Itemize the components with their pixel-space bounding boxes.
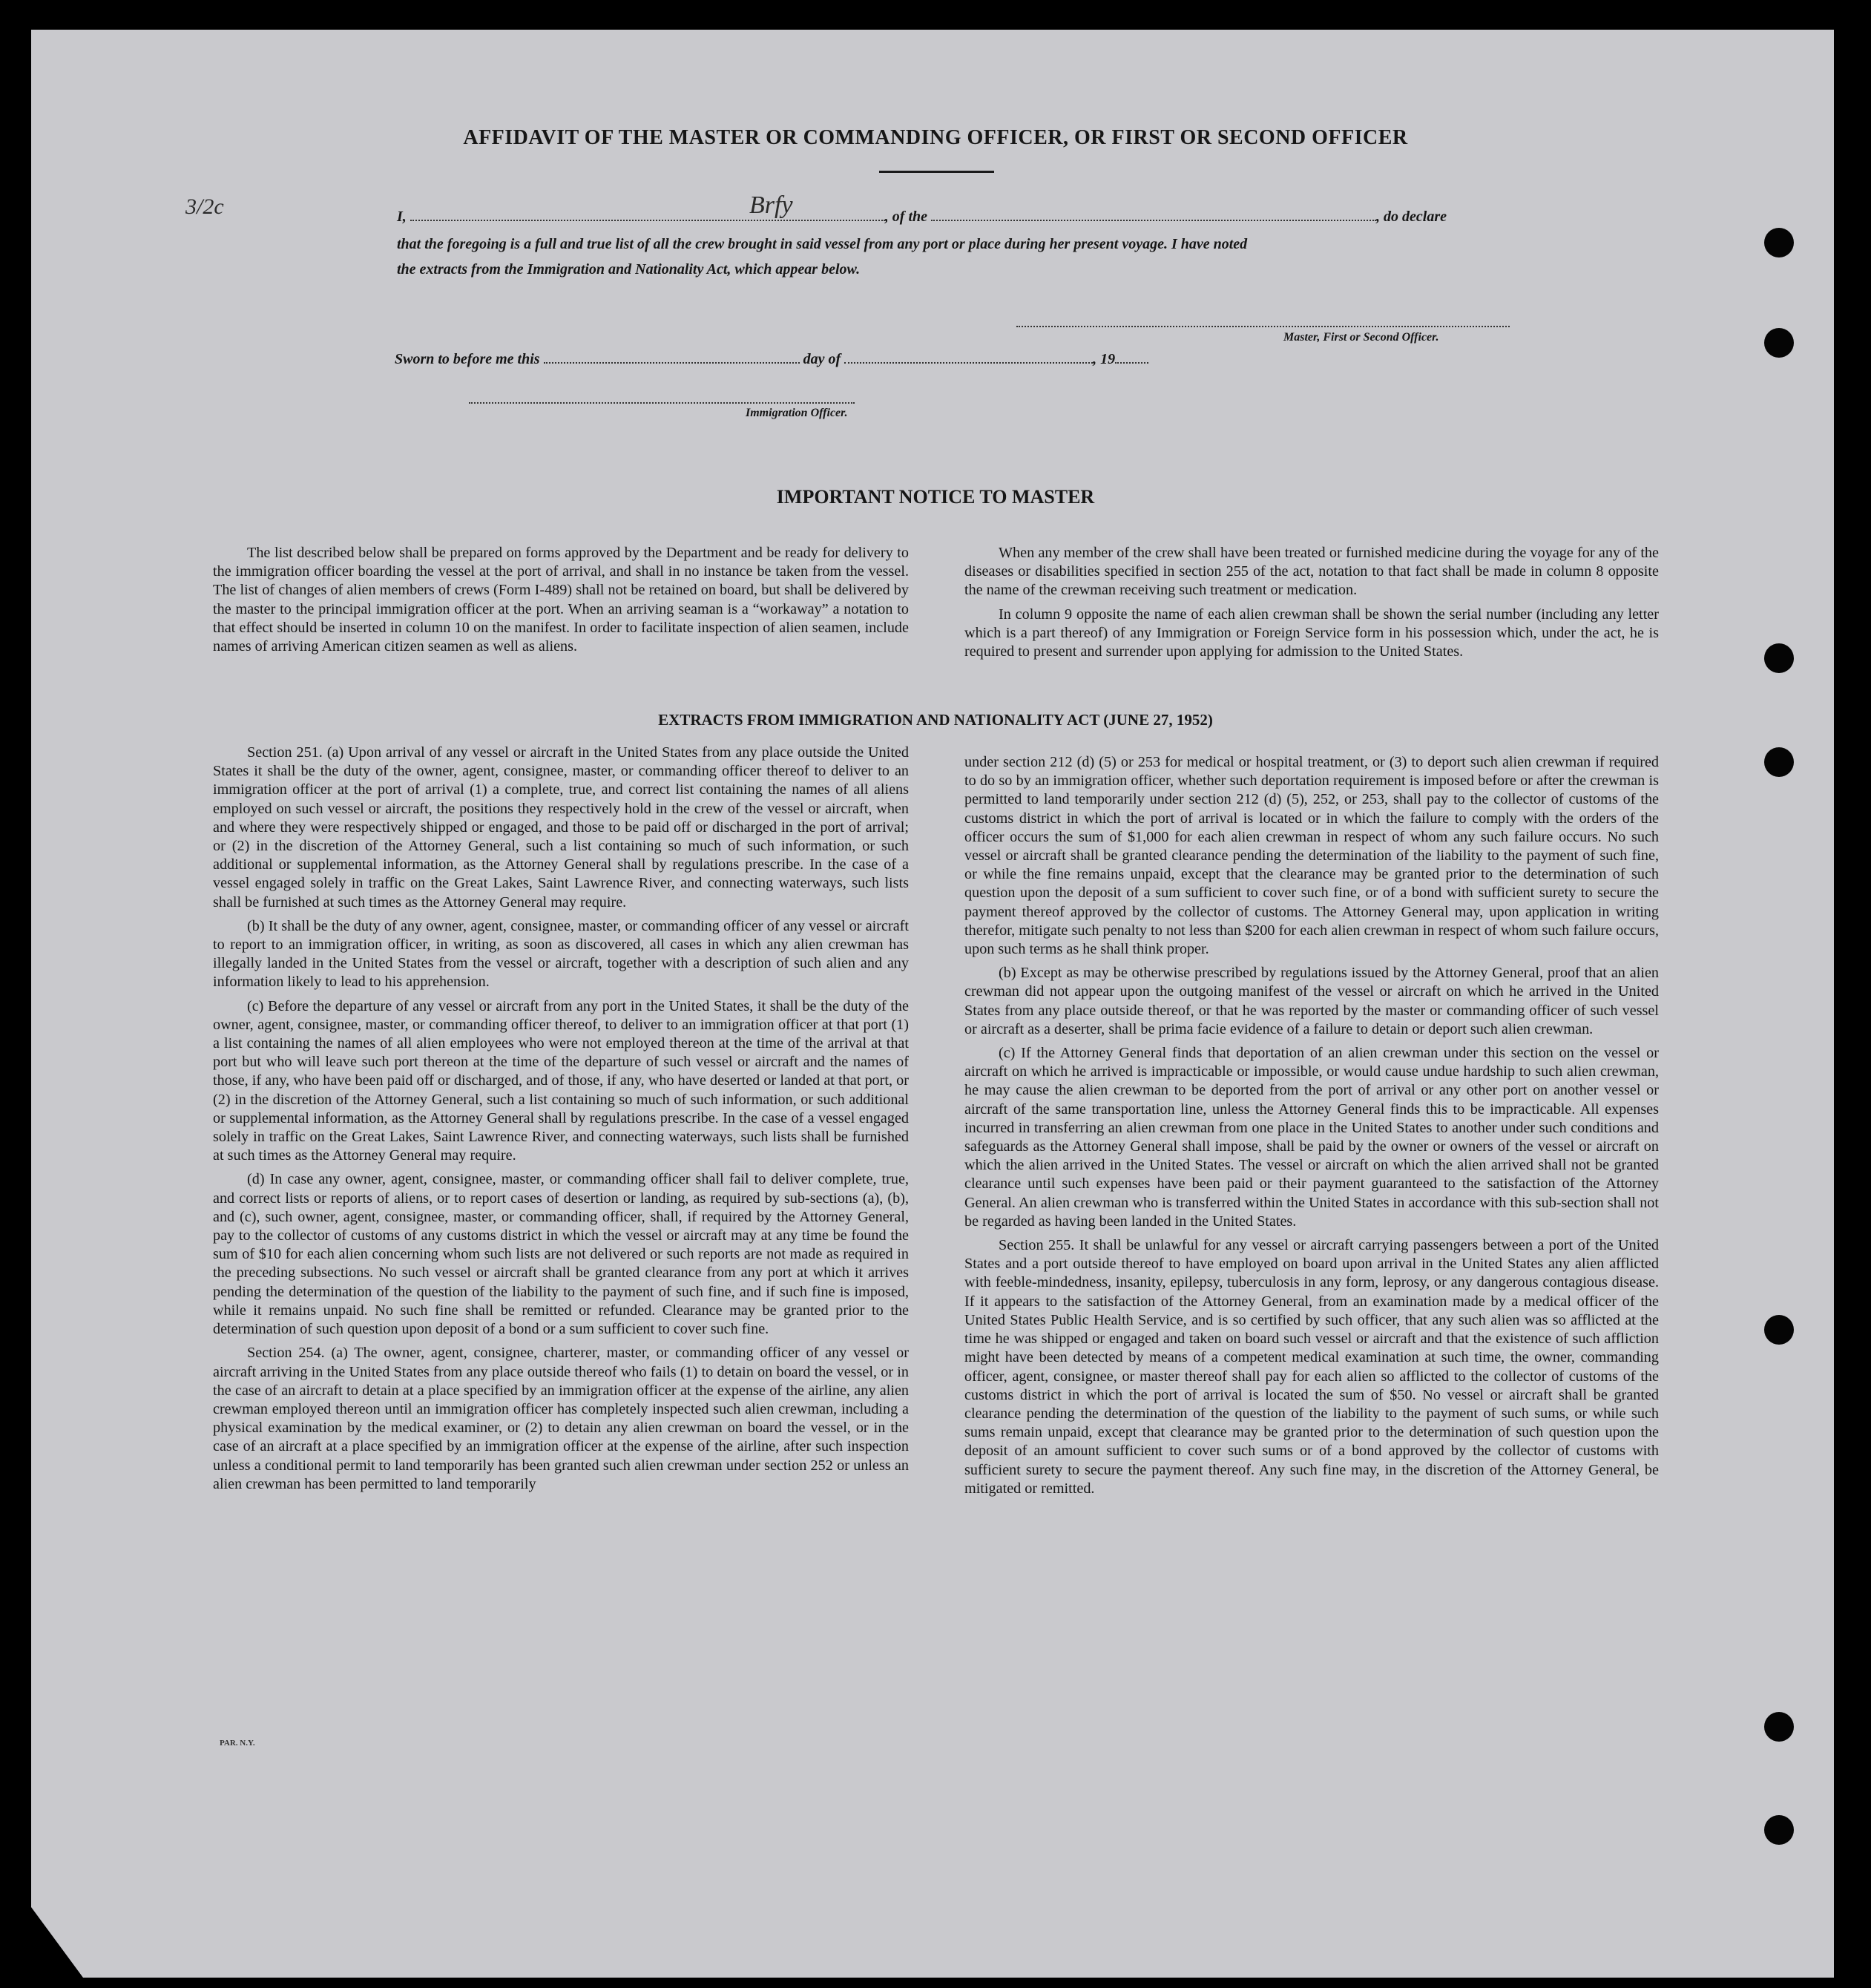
section-251-d: (d) In case any owner, agent, consignee, master, or commanding officer shall fail to deliver complete, true, and correct lists or reports of aliens, or to report cases of desertion or landing, as required by sub-sections (a), (b), and (c), such owner, agent, consignee, master, or commanding officer, shall, if required by the Attorney General, pay to the collector of customs of any customs district in which the vessel or aircraft may at any time be found the sum of $10 for each alien concerning whom such lists are not delivered or such reports are not made as required in the preceding subsections. No such vessel or aircraft shall be granted clearance from any port at which it arrives pending the determination of the question of the liability to the payment of such fine, and if such fine is imposed, while it remains unpaid. No such fine shall be remitted or refunded. Clearance may be granted prior to the determination of such question upon deposit of a bond or a sum sufficient to cover such fine.: [213, 1171, 909, 1338]
punch-hole-2: [1764, 328, 1794, 358]
section-251-c: (c) Before the departure of any vessel or aircraft from any port in the United States, it shall be the duty of the owner, agent, consignee, master, or commanding officer thereof, to deliver to an immigration officer at that port (1) a list containing the names of all alien employees who were not employed thereon at the time of the arrival at that port but who will leave such port thereon at the time of the departure of such vessel or aircraft and the names of those, if any, who have been paid off or discharged, and of those, if any, who have deserted or landed at that port, or (2) in the discretion of the Attorney General, such a list containing so much of such information, or such additional or supplemental information, as the Attorney General shall by regulations prescribe. In the case of a vessel engaged solely in traffic on the Great Lakes, Saint Lawrence River, and connecting waterways, such lists shall be furnished at such times as the Attorney General may require.: [213, 997, 909, 1164]
notice-left-paragraph: The list described below shall be prepared on forms approved by the Department and be ready for delivery to the immigration officer boarding the vessel at the port of arrival, and shall in no instance be taken from the vessel. The list of changes of alien members of crews (Form I-489) shall not be retained on board, but shall be delivered by the master to the principal immigration officer at the port. When an arriving seaman is a “workaway” a notation to that effect should be inserted in column 10 on the manifest. In order to facilitate inspection of alien seamen, include names of arriving American citizen seamen as well as aliens.: [213, 545, 909, 655]
affidavit-line-1: [397, 206, 1510, 226]
master-signature-line[interactable]: [1016, 324, 1510, 327]
sworn-label: Sworn to before me this: [395, 351, 540, 367]
punch-hole-6: [1764, 1712, 1794, 1742]
year-label: , 19: [1093, 351, 1116, 367]
punch-hole-3: [1764, 643, 1794, 673]
of-the-label: , of the: [884, 209, 928, 225]
sworn-year-field[interactable]: [1115, 349, 1148, 364]
day-of-label: day of: [803, 351, 841, 367]
punch-hole-1: [1764, 228, 1794, 257]
punch-hole-4: [1764, 747, 1794, 777]
sworn-line: [395, 349, 1507, 368]
section-251-a: Section 251. (a) Upon arrival of any vessel or aircraft in the United States from any place outside the United States it shall be the duty of the owner, agent, consignee, master, or commanding officer thereof to deliver to an immigration officer at the port of arrival (1) a complete, true, and correct list containing the names of all aliens employed on such vessel or aircraft, the positions they respectively hold in the crew of the vessel or aircraft, when and where they were respectively shipped or engaged, and those to be paid off or discharged in the port of arrival; or (2) in the discretion of the Attorney General, such a list containing so much of such information, or such additional or supplemental information, as the Attorney General shall by regulations prescribe. In the case of a vessel engaged solely in traffic on the Great Lakes, Saint Lawrence River, and connecting waterways, such lists shall be furnished at such times as the Attorney General may require.: [213, 744, 909, 911]
section-255: Section 255. It shall be unlawful for any vessel or aircraft carrying passengers between a port of the United States and a port outside thereof to have employed on board upon arrival in the United States any alien afflicted with feeble-mindedness, insanity, epilepsy, tuberculosis in any form, leprosy, or any dangerous contagious disease. If it appears to the satisfaction of the Attorney General, from an examination made by a medical officer of the United States Public Health Service, and is so certified by such officer, that any such alien was so afflicted at the time he was shipped or engaged and taken on board such vessel or aircraft and that the existence of such affliction might have been detected by means of a competent medical examination at such time, the owner, commanding officer, agent, consignee, or master thereof shall pay for each alien so afflicted to the collector of customs of the customs district in which the port of arrival is located the sum of $50. No vessel or aircraft shall be granted clearance pending the determination of the question of the liability to the payment of such sums, or while such sums remain unpaid, except that clearance may be granted prior to the determination of such question upon the deposit of an amount sufficient to cover such sums or of a bond approved by the collector of customs with sufficient surety to secure the payment thereof. Any such fine may, in the discretion of the Attorney General, be mitigated or remitted.: [964, 1237, 1659, 1497]
officer-signature-line[interactable]: [469, 401, 855, 404]
sworn-month-field[interactable]: [844, 349, 1093, 364]
officer-caption: Immigration Officer.: [746, 407, 848, 419]
section-254-a: Section 254. (a) The owner, agent, consignee, charterer, master, or commanding officer of any vessel or aircraft arriving in the United States from any place outside thereof who fails (1) to detain on board the vessel, or in the case of an aircraft to detain at a place specified by an immigration officer at the expense of the airline, any alien crewman employed thereon until an immigration officer has completely inspected such alien crewman, including a physical examination by the medical examiner, or (2) to detain any alien crewman on board the vessel, or in the case of an aircraft at a place specified by an immigration officer at the expense of the airline, after such inspection unless a conditional permit to land temporarily has been granted such alien crewman under section 252 or unless an alien crewman has been permitted to land temporarily: [213, 1345, 909, 1492]
notice-title: IMPORTANT NOTICE TO MASTER: [776, 486, 1095, 508]
punch-hole-5: [1764, 1315, 1794, 1345]
section-254-b: (b) Except as may be otherwise prescribed by regulations issued by the Attorney General, proof that an alien crewman did not appear upon the outgoing manifest of the vessel or aircraft on which he arrived in the United States from any place outside thereof, or that he was reported by the master or commanding officer of such vessel or aircraft as a deserter, shall be prima facie evidence of a failure to detain or deport such alien crewman.: [964, 965, 1659, 1037]
title-rule: [879, 171, 994, 173]
affidavit-title: AFFIDAVIT OF THE MASTER OR COMMANDING OFFICER, OR FIRST OR SECOND OFFICER: [463, 126, 1408, 149]
notice-left-column: [213, 544, 909, 661]
sworn-day-field[interactable]: [544, 349, 800, 364]
printer-mark: PAR. N.Y.: [220, 1739, 255, 1748]
margin-handwriting: 3/2c: [185, 194, 224, 219]
extracts-right-column: [964, 753, 1659, 1503]
affidavit-line-2: that the foregoing is a full and true list of all the crew brought in said vessel from any port or place during her present voyage. I have noted: [397, 236, 1248, 252]
vessel-field[interactable]: [931, 206, 1376, 221]
name-field[interactable]: [410, 206, 885, 221]
notice-right-column: [964, 544, 1659, 666]
do-declare-label: , do declare: [1376, 209, 1447, 225]
master-caption: Master, First or Second Officer.: [1283, 331, 1439, 344]
notice-right-paragraph-2: In column 9 opposite the name of each alien crewman shall be shown the serial number (including any letter which is a part thereof) of any Immigration or Foreign Service form in his possession which, under the act, he is required to present and surrender upon applying for admission to the United States.: [964, 606, 1659, 660]
section-254-c: (c) If the Attorney General finds that deportation of an alien crewman under this section on the vessel or aircraft on which he arrived is impracticable or impossible, or would cause undue hardship to such alien crewman, he may cause the alien crewman to be deported from the port of arrival or any other port on another vessel or aircraft of the same transportation line, unless the Attorney General finds this to be impracticable. All expenses incurred in transferring an alien crewman from one place in the United States to another under such conditions and safeguards as the Attorney General shall impose, shall be paid by the owner or owners of the vessel or aircraft on which the alien arrived in the United States. The vessel or aircraft on which the alien arrived shall not be granted clearance until such expenses have been paid or their payment guaranteed to the satisfaction of the Attorney General. An alien crewman who is transferred within the United States in accordance with this sub-section shall not be regarded as having been landed in the United States.: [964, 1045, 1659, 1230]
handwritten-name: Brfy: [749, 191, 793, 219]
punch-hole-7: [1764, 1815, 1794, 1845]
affidavit-i-label: I,: [397, 209, 407, 225]
section-254-a-continued: under section 212 (d) (5) or 253 for medical or hospital treatment, or (3) to deport such alien crewman if required to do so by an immigration officer, whether such deportation requirement is imposed before or after the crewman is permitted to land temporarily under section 212 (d) (5), 252, or 253, shall pay to the collector of customs of the customs district in which the port of arrival is located or in which the failure to comply with the orders of the officer occurs the sum of $1,000 for each alien crewman in respect of whom any such failure occurs. No such vessel or aircraft shall be granted clearance pending the determination of the liability to the payment of such fine, or while the fine remains unpaid, except that the clearance may be granted prior to the determination of such question upon the deposit of a sum sufficient to cover such fine, or of a bond with sufficient surety to secure the payment thereof approved by the collector of customs. The Attorney General may, upon application in writing therefor, mitigate such penalty to not less than $200 for each alien crewman in respect of whom such failure occurs, upon such terms as he shall think proper.: [964, 754, 1659, 958]
affidavit-line-3: the extracts from the Immigration and Nationality Act, which appear below.: [397, 261, 861, 278]
section-251-b: (b) It shall be the duty of any owner, agent, consignee, master, or commanding officer of any vessel or aircraft to report to an immigration officer, in writing, as soon as discovered, all cases in which any alien crewman has illegally landed in the United States from the vessel or aircraft, together with a description of such alien and any information likely to lead to his apprehension.: [213, 917, 909, 991]
extracts-title: EXTRACTS FROM IMMIGRATION AND NATIONALITY ACT (JUNE 27, 1952): [658, 711, 1213, 729]
notice-right-paragraph-1: When any member of the crew shall have been treated or furnished medicine during the voyage for any of the diseases or disabilities specified in section 255 of the act, notation to that fact shall be made in column 8 opposite the name of the crewman receiving such treatment or medication.: [964, 545, 1659, 599]
extracts-left-column: [213, 744, 909, 1499]
